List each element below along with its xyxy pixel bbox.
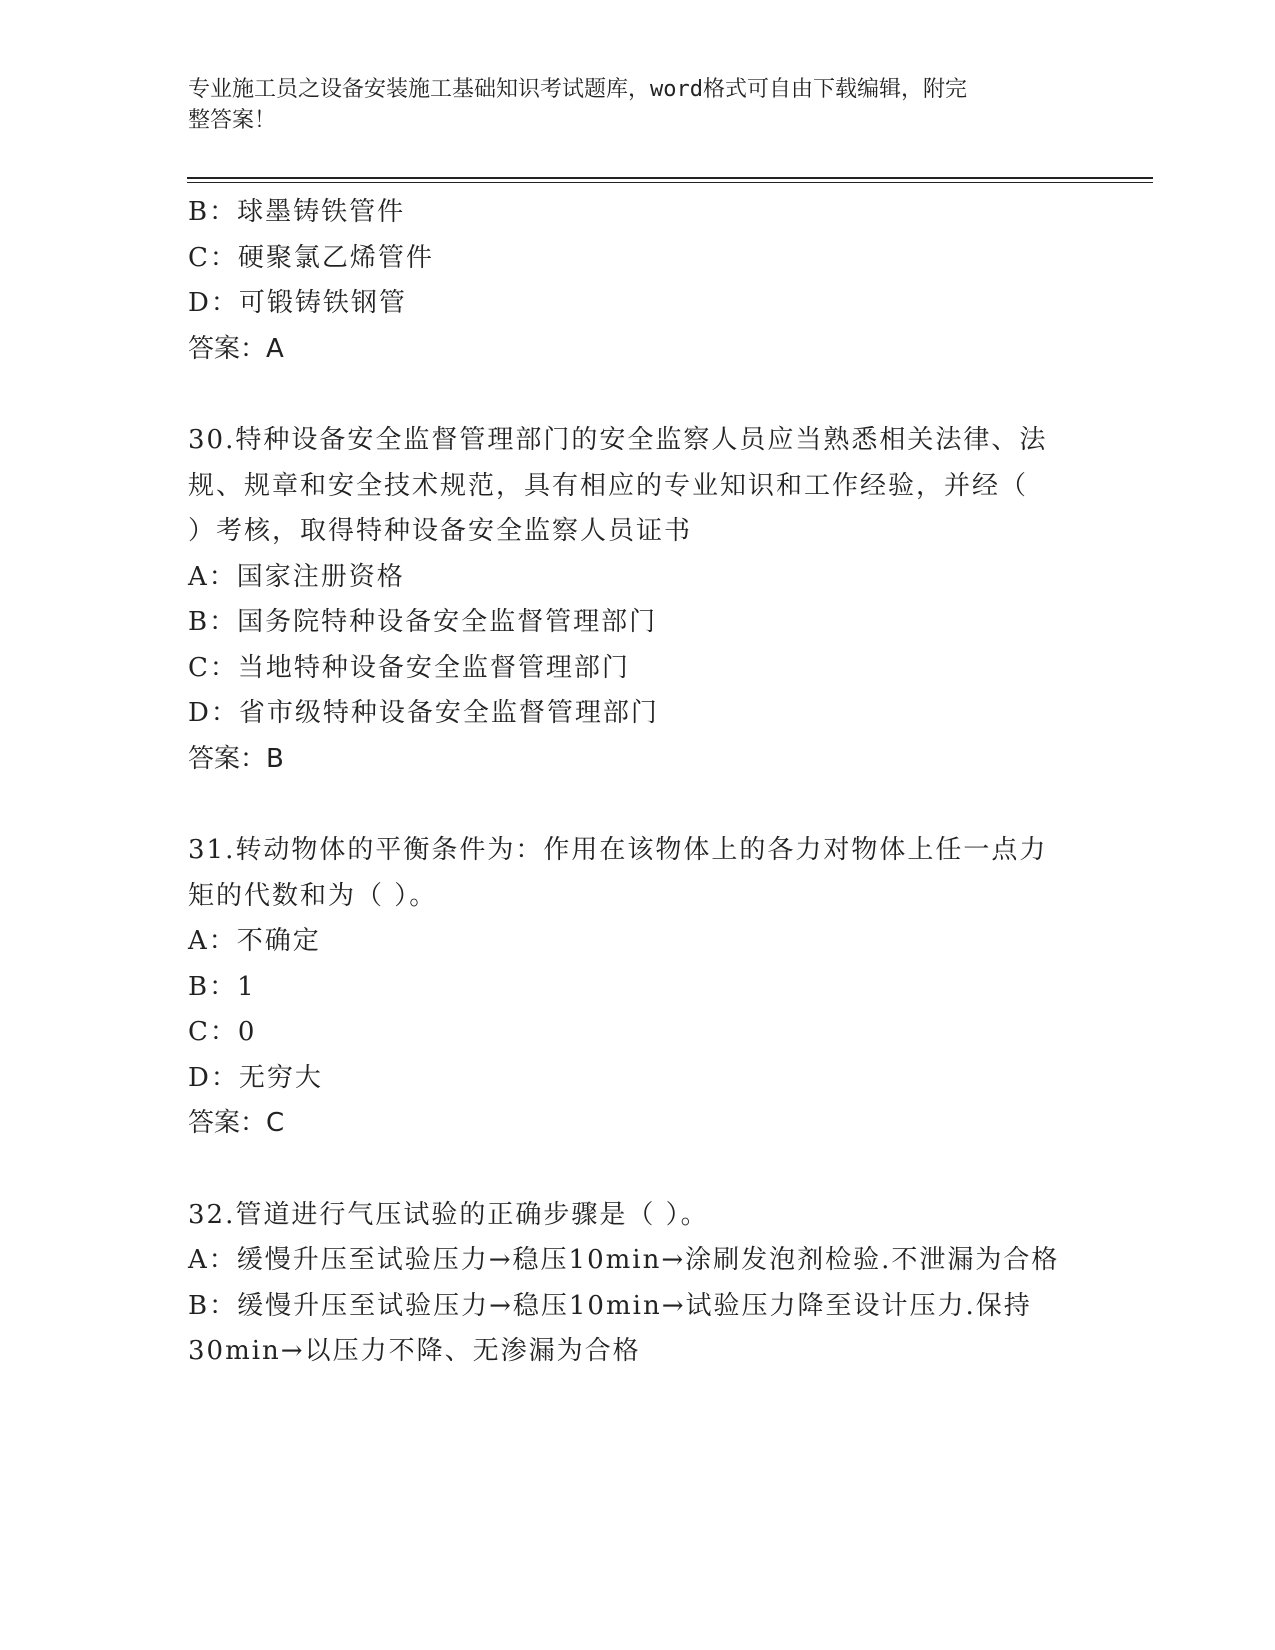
question-31 (188, 828, 1088, 1147)
spacer (188, 782, 1088, 828)
question-stem: 31.转动物体的平衡条件为：作用在该物体上的各力对物体上任一点力 (188, 835, 1048, 865)
option-a: A：不确定 (188, 926, 321, 956)
option-a: A：缓慢升压至试验压力→稳压10min→涂刷发泡剂检验.不泄漏为合格 (188, 1245, 1060, 1275)
question-32 (188, 1193, 1088, 1375)
option-a: A：国家注册资格 (188, 561, 405, 592)
option-b: B：国务院特种设备安全监督管理部门 (188, 607, 658, 637)
option-c: C：0 (188, 1017, 257, 1047)
option-c: C：硬聚氯乙烯管件 (188, 242, 434, 273)
answer-line: 答案：C (188, 1108, 285, 1138)
option-b: B：球墨铸铁管件 (188, 197, 406, 227)
header-title-line-2: 整答案！ (188, 108, 277, 133)
question-stem: 32.管道进行气压试验的正确步骤是（ ）。 (188, 1199, 709, 1230)
answer-line: 答案：B (188, 743, 284, 774)
question-stem: 30.特种设备安全监督管理部门的安全监察人员应当熟悉相关法律、法 (188, 425, 1048, 455)
header-divider-thick (187, 177, 1153, 179)
question-30 (188, 418, 1088, 782)
header-divider-thin (187, 182, 1153, 183)
option-b: B：1 (188, 971, 256, 1002)
option-d: D：省市级特种设备安全监督管理部门 (188, 698, 659, 728)
option-c: C：当地特种设备安全监督管理部门 (188, 652, 630, 683)
spacer (188, 1147, 1088, 1193)
header-title-line-1: 专业施工员之设备安装施工基础知识考试题库，word格式可自由下载编辑，附完 (188, 77, 967, 102)
document-header (188, 74, 1068, 136)
option-b-continued: 30min→以压力不降、无渗漏为合格 (188, 1336, 641, 1366)
option-d: D：可锻铸铁钢管 (188, 288, 407, 318)
answer-line: 答案：A (188, 333, 284, 364)
question-stem: ）考核，取得特种设备安全监察人员证书 (188, 516, 693, 546)
spacer (188, 372, 1088, 418)
option-d: D：无穷大 (188, 1062, 323, 1093)
question-29-tail (188, 190, 1088, 372)
question-list (188, 190, 1088, 1375)
option-b: B：缓慢升压至试验压力→稳压10min→试验压力降至设计压力.保持 (188, 1290, 1032, 1321)
question-stem: 矩的代数和为（ ）。 (188, 880, 438, 911)
question-stem: 规、规章和安全技术规范，具有相应的专业知识和工作经验，并经（ (188, 470, 1029, 501)
